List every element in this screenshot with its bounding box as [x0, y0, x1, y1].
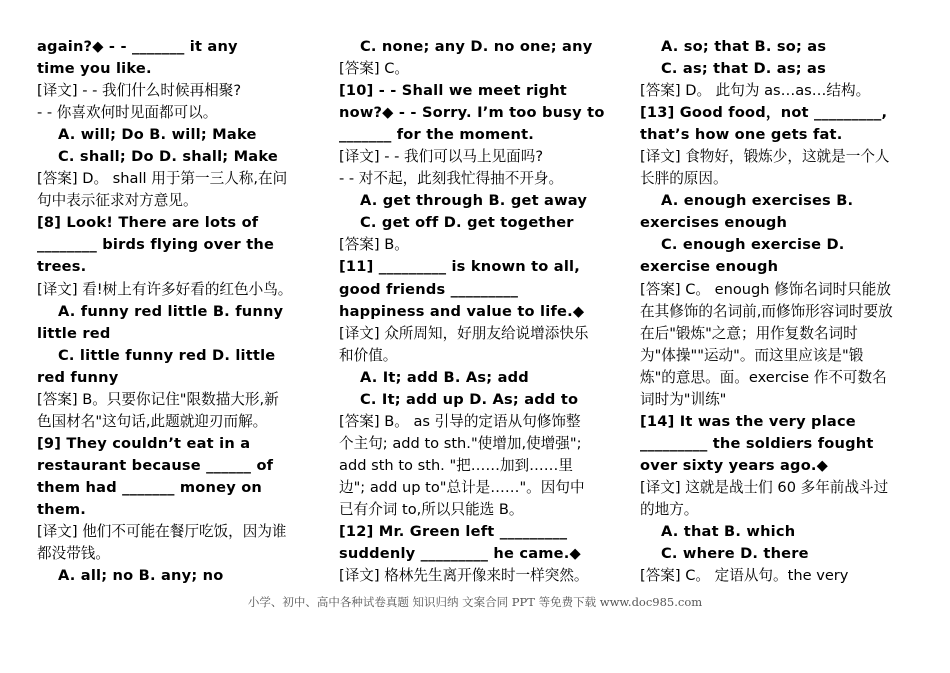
text-line: C. none; any D. no one; any — [360, 38, 593, 55]
text-line: suddenly _________ he came.◆ — [339, 545, 581, 563]
text-line: them had _______ money on — [37, 478, 263, 496]
text-line: C. It; add up D. As; add to — [360, 390, 579, 408]
text-line: 长胖的原因。 — [640, 170, 728, 188]
text-line: 都没带钱。 — [37, 545, 110, 563]
text-line: [12] Mr. Green left _________ — [339, 523, 568, 541]
text-line: again?◆ - - _______ it any — [37, 38, 238, 55]
text-line: [11] _________ is known to all, — [339, 258, 581, 276]
text-line: [译文] 这就是战士们 60 多年前战斗过 — [640, 478, 889, 496]
text-line: C. where D. there — [661, 545, 809, 563]
text-line: 的地方。 — [640, 500, 699, 518]
text-line: [译文] 格林先生离开像来时一样突然。 — [339, 567, 589, 585]
page-footer: 小学、初中、高中各种试卷真题 知识归纳 文案合同 PPT 等免费下载 www.doc985.com — [247, 595, 703, 609]
text-line: good friends _________ — [339, 280, 519, 298]
text-line: restaurant because ______ of — [37, 456, 274, 474]
text-line: [9] They couldn’t eat in a — [37, 434, 251, 452]
text-line: 和价值。 — [339, 346, 398, 364]
text-line: A. so; that B. so; as — [661, 38, 827, 55]
text-line: [答案] C。 enough 修饰名词时只能放 — [640, 280, 891, 298]
text-line: little red — [37, 324, 111, 342]
text-line: red funny — [37, 368, 119, 386]
text-line: [答案] B。 as 引导的定语从句修饰整 — [339, 412, 581, 430]
text-line: A. It; add B. As; add — [360, 368, 529, 386]
text-line: them. — [37, 500, 87, 518]
text-line: ________ birds flying over the — [37, 236, 275, 254]
text-line: A. enough exercises B. — [661, 192, 854, 210]
column-2 — [339, 36, 619, 587]
text-line: A. funny red little B. funny — [58, 302, 284, 320]
text-line: [答案] D。 shall 用于第一三人称,在问 — [37, 170, 288, 188]
text-line: A. get through B. get away — [360, 192, 588, 210]
text-line: [8] Look! There are lots of — [37, 214, 259, 232]
text-line: C. little funny red D. little — [58, 346, 276, 364]
text-line: _________ the soldiers fought — [640, 434, 874, 452]
text-line: - - 对不起，此刻我忙得抽不开身。 — [339, 170, 564, 188]
text-line: [答案] C。 定语从句。the very — [640, 567, 849, 585]
text-line: C. get off D. get together — [360, 214, 574, 232]
text-line: [译文] - - 我们什么时候再相聚? — [37, 82, 242, 100]
text-line: - - 你喜欢何时见面都可以。 — [37, 104, 218, 122]
text-line: A. that B. which — [661, 523, 796, 541]
text-line: add sth to sth. "把……加到……里 — [339, 456, 573, 474]
column-3 — [640, 36, 920, 587]
text-line: 边"; add up to"总计是……"。因句中 — [339, 478, 585, 496]
text-line: 句中表示征求对方意见。 — [37, 192, 198, 210]
text-line: happiness and value to life.◆ — [339, 302, 585, 320]
text-line: [答案] D。 此句为 as…as…结构。 — [640, 82, 871, 100]
text-line: 词时为"训练" — [640, 390, 727, 408]
text-line: C. as; that D. as; as — [661, 60, 826, 78]
text-line: C. shall; Do D. shall; Make — [58, 148, 278, 166]
text-line: [译文] 众所周知，好朋友给说增添快乐 — [339, 324, 589, 342]
text-line: exercises enough — [640, 214, 788, 232]
text-line: [译文] 食物好，锻炼少，这就是一个人 — [640, 148, 890, 166]
text-line: time you like. — [37, 60, 152, 78]
text-line: [译文] - - 我们可以马上见面吗? — [339, 148, 544, 166]
text-line: [答案] C。 — [339, 60, 409, 78]
text-line: 已有介词 to,所以只能选 B。 — [339, 500, 524, 518]
text-line: 为"体操""运动"。而这里应该是"锻 — [640, 346, 864, 364]
text-line: exercise enough — [640, 258, 779, 276]
text-line: 炼"的意思。面。exercise 作不可数名 — [640, 368, 887, 386]
column-1 — [37, 36, 317, 587]
text-line: that’s how one gets fat. — [640, 126, 843, 144]
text-line: [14] It was the very place — [640, 412, 856, 430]
text-line: _______ for the moment. — [339, 126, 535, 144]
text-line: 在其修饰的名词前,而修饰形容词时要放 — [640, 302, 893, 320]
text-line: [译文] 他们不可能在餐厅吃饭，因为谁 — [37, 523, 287, 541]
text-line: [答案] B。 — [339, 236, 409, 254]
text-line: now?◆ - - Sorry. I’m too busy to — [339, 104, 605, 122]
text-line: trees. — [37, 258, 87, 276]
text-line: [13] Good food，not _________, — [640, 104, 888, 122]
text-line: [10] - - Shall we meet right — [339, 82, 567, 100]
text-line: 色国材名"这句话,此题就迎刃而解。 — [37, 412, 268, 430]
text-line: [答案] B。只要你记住"限数描大形,新 — [37, 390, 279, 408]
text-line: C. enough exercise D. — [661, 236, 845, 254]
text-line: 在后"锻炼"之意；用作复数名词时 — [640, 324, 858, 342]
text-line: 个主句; add to sth."使增加,使增强"; — [339, 434, 582, 452]
text-line: [译文] 看!树上有许多好看的红色小鸟。 — [37, 280, 293, 298]
text-line: A. will; Do B. will; Make — [58, 126, 257, 144]
text-line: A. all; no B. any; no — [58, 567, 224, 585]
text-line: over sixty years ago.◆ — [640, 456, 829, 474]
